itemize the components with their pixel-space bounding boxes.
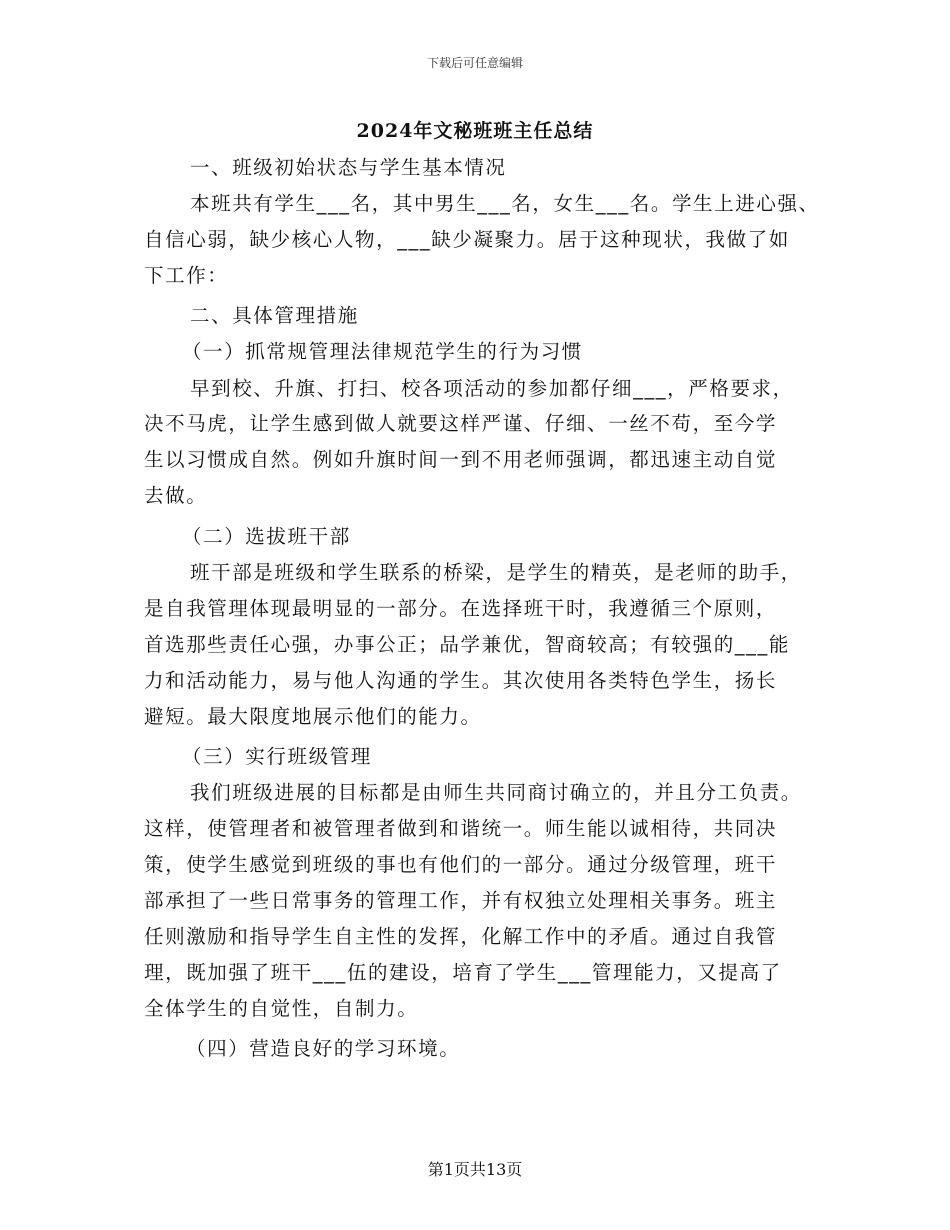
document-title: 2024年文秘班班主任总结 [356,120,594,142]
body-line: 去做。 [144,484,208,507]
body-line: 这样，使管理者和被管理者做到和谐统一。师生能以诚相待，共同决 [144,817,778,840]
body-line: 策，使学生感觉到班级的事也有他们的一部分。通过分级管理，班干 [144,853,778,876]
body-line: 任则激励和指导学生自主性的发挥，化解工作中的矛盾。通过自我管 [144,925,778,948]
body-line: 理，既加强了班干___伍的建设，培育了学生___管理能力，又提高了 [144,961,782,984]
page-number: 第1页共13页 [427,1160,523,1179]
body-line: 下工作： [144,264,229,287]
body-line: 力和活动能力，易与他人沟通的学生。其次使用各类特色学生，扬长 [144,669,778,692]
subsection-heading: （四）营造良好的学习环境。 [186,1037,461,1060]
body-line: 是自我管理体现最明显的一部分。在选择班干时，我遵循三个原则， [144,597,778,620]
download-note: 下载后可任意编辑 [426,56,523,70]
subsection-heading: （一）抓常规管理法律规范学生的行为习惯 [182,340,583,363]
body-line: 早到校、升旗、打扫、校各项活动的参加都仔细___，严格要求， [190,377,794,400]
subsection-heading: （三）实行班级管理 [182,745,372,768]
body-line: 班干部是班级和学生联系的桥梁，是学生的精英，是老师的助手， [190,561,802,584]
body-line: 生以习惯成自然。例如升旗时间一到不用老师强调，都迅速主动自觉 [144,448,778,471]
section-heading-1: 一、班级初始状态与学生基本情况 [190,156,507,179]
body-line: 首选那些责任心强，办事公正；品学兼优，智商较高；有较强的___能 [144,633,790,656]
body-line: 部承担了一些日常事务的管理工作，并有权独立处理相关事务。班主 [144,889,778,912]
body-line: 本班共有学生___名，其中男生___名，女生___名。学生上进心强、 [190,192,820,215]
body-line: 决不马虎，让学生感到做人就要这样严谨、仔细、一丝不苟，至今学 [144,412,778,435]
body-line: 避短。最大限度地展示他们的能力。 [144,705,482,728]
section-heading-2: 二、具体管理措施 [190,304,359,327]
body-line: 全体学生的自觉性，自制力。 [144,997,419,1020]
body-line: 我们班级进展的目标都是由师生共同商讨确立的，并且分工负责。 [190,781,802,804]
subsection-heading: （二）选拔班干部 [182,525,351,548]
body-line: 自信心弱，缺少核心人物，___缺少凝聚力。居于这种现状，我做了如 [144,228,790,251]
